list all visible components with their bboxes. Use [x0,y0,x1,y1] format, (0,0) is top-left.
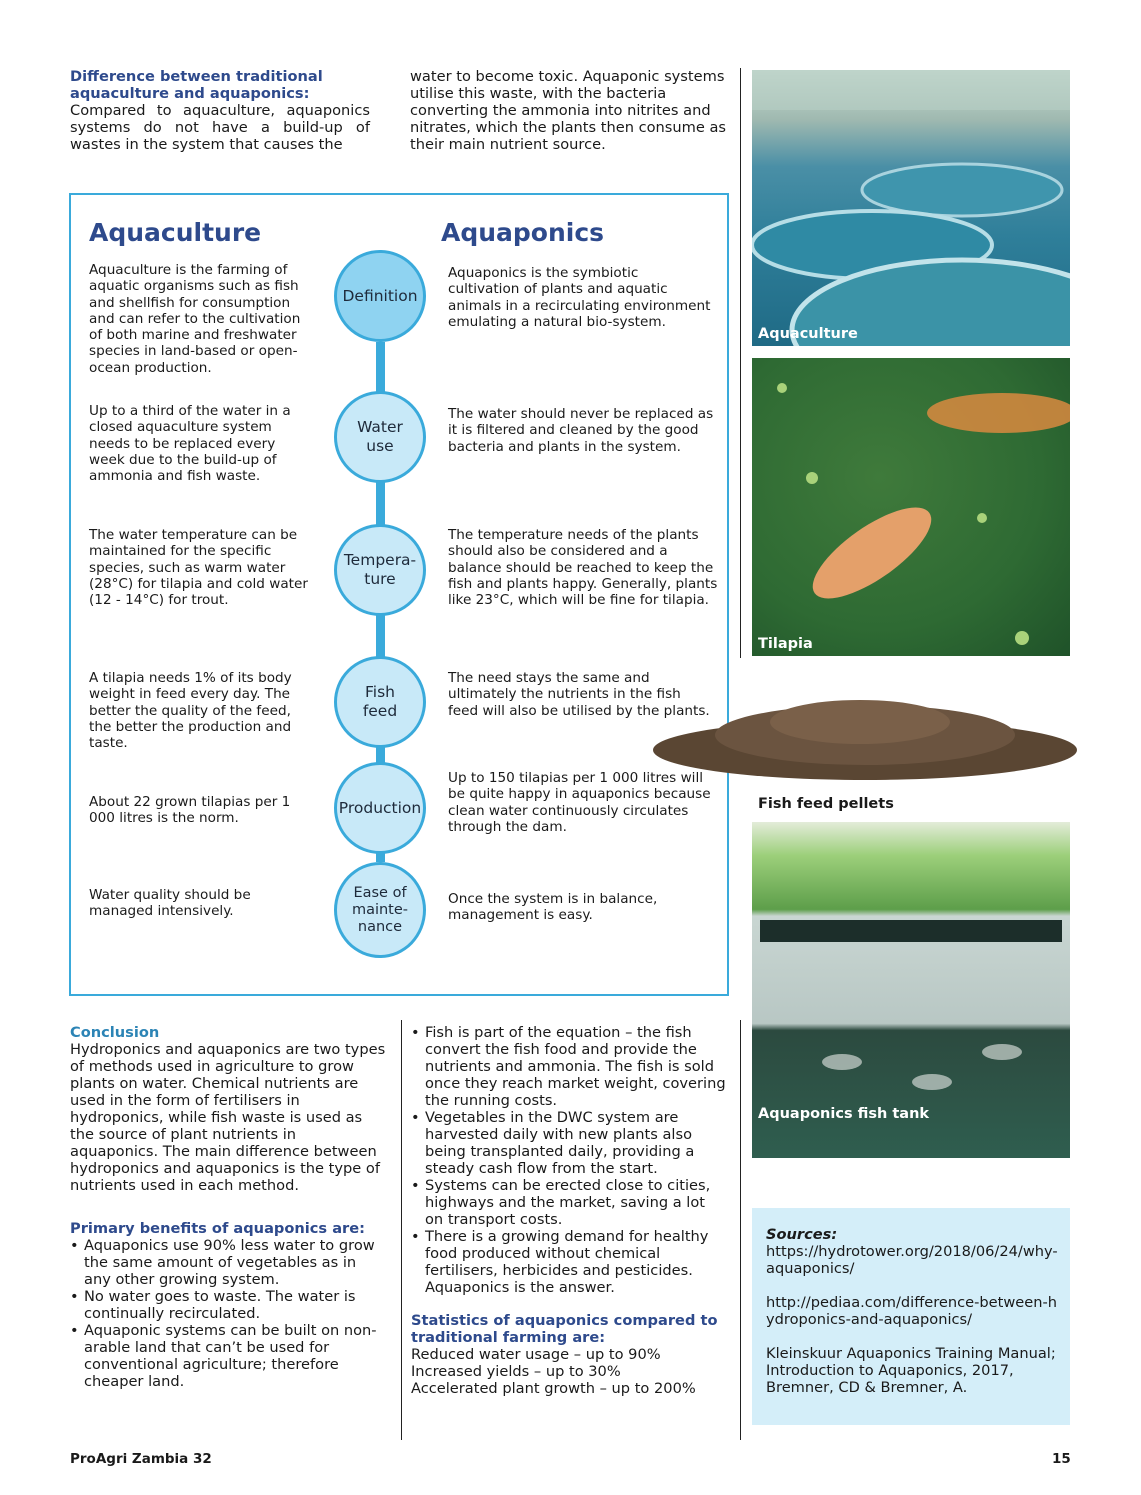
intro-heading: Difference between traditional aquaculture and aquaponics: [70,68,323,102]
source-link[interactable]: https://hydrotower.org/2018/06/24/why-aquaponics/ [766,1243,1058,1277]
source-reference: Kleinskuur Aquaponics Training Manual; Introduction to Aquaponics, 2017, Bremner, CD & Bremner, A. [766,1345,1056,1396]
temperature-aquaponics-text: The temperature needs of the plants should also be considered and a balance should be reached to keep the fish and plants happy. Generally, plants like 23°C, which will be fine for tilapia. [448,527,718,609]
fish-tanks-illustration [752,70,1070,346]
water-use-circle [334,391,426,483]
conclusion-text: Hydroponics and aquaponics are two types of methods used in agriculture to grow plants on water. Chemical nutrients are used in the form of fertilisers in hydroponics, while fish waste is used as the source of plant nutrients in aquaponics. The main difference between hydroponics and aquaponics is the type of nutrients used in each method. [70,1041,386,1194]
benefits-heading: Primary benefits of aquaponics are: [70,1220,365,1237]
fish-feed-pellets-image [650,690,1080,785]
fish-feed-circle [334,656,426,748]
statistics-heading: Statistics of aquaponics compared to traditional farming are: [411,1312,718,1346]
aquaculture-title: Aquaculture [89,218,262,247]
tilapia-caption: Tilapia [758,636,813,652]
definition-circle [334,250,426,342]
aquaculture-photo [752,70,1070,346]
statistics-line: Accelerated plant growth – up to 200% [411,1380,696,1397]
tilapia-illustration [752,358,1070,656]
definition-aquaculture-text: Aquaculture is the farming of aquatic organisms such as fish and shellfish for consumption and can refer to the cultivation of both marine and freshwater species in land-based or open-ocean production. [89,262,301,376]
list-item: • Systems can be erected close to cities, highways and the market, saving a lot on transport costs. [411,1177,727,1228]
fish-feed-label: Fish feed [362,683,398,720]
fish-feed-aquaculture-text: A tilapia needs 1% of its body weight in feed every day. The better the quality of the feed, the better the production and taste. [89,670,292,752]
maintenance-aquaponics-text: Once the system is in balance, management is easy. [448,891,658,924]
aquaponics-title: Aquaponics [441,218,605,247]
pellets-illustration [650,690,1080,785]
temperature-label: Tempera- ture [343,551,417,588]
temperature-circle [334,524,426,616]
conclusion-heading: Conclusion [70,1024,160,1041]
source-link[interactable]: http://pediaa.com/difference-between-hydroponics-and-aquaponics/ [766,1294,1058,1328]
intro-column-1 [70,68,370,153]
aquaculture-caption: Aquaculture [758,326,858,342]
benefits-list-part-1 [70,1237,386,1390]
fish-tank-photo [752,822,1070,1158]
conclusion-section [70,1024,386,1390]
column-divider-bottom [740,1020,741,1440]
temperature-aquaculture-text: The water temperature can be maintained for the specific species, such as warm water (28°C) for tilapia and cold water (12 - 14°C) for trout. [89,527,308,609]
fish-tank-caption: Aquaponics fish tank [758,1106,930,1122]
list-item: • No water goes to waste. The water is continually recirculated. [70,1288,386,1322]
statistics-line: Increased yields – up to 30% [411,1363,621,1380]
intro-text-1: Compared to aquaculture, aquaponics systems do not have a build-up of wastes in the system that causes the [70,102,370,153]
intro-column-2 [410,68,728,153]
water-use-aquaponics-text: The water should never be replaced as it is filtered and cleaned by the good bacteria and plants in the system. [448,406,714,455]
production-circle [334,762,426,854]
pellets-caption: Fish feed pellets [758,796,894,812]
tilapia-photo [752,358,1070,656]
maintenance-label: Ease of mainte- nance [351,884,409,935]
sources-heading: Sources: [766,1226,838,1243]
benefits-list-part-2 [411,1024,727,1296]
list-item: • Fish is part of the equation – the fish convert the fish food and provide the nutrients and ammonia. The fish is sold once they reach market weight, covering the running costs. [411,1024,727,1109]
sources-box [752,1208,1070,1425]
intro-text-2: water to become toxic. Aquaponic systems utilise this waste, with the bacteria converting the ammonia into nitrites and nitrates, which the plants then consume as their main nutrient source. [410,68,727,153]
production-aquaponics-text: Up to 150 tilapias per 1 000 litres will be quite happy in aquaponics because clean water continuously circulates through the dam. [448,770,711,835]
definition-label: Definition [342,286,418,305]
list-item: • Aquaponics use 90% less water to grow the same amount of vegetables as in any other growing system. [70,1237,386,1288]
column-divider-mid [401,1020,402,1440]
statistics-line: Reduced water usage – up to 90% [411,1346,661,1363]
production-aquaculture-text: About 22 grown tilapias per 1 000 litres is the norm. [89,794,291,827]
maintenance-circle [334,862,426,958]
page-number: 15 [1052,1451,1071,1467]
production-label: Production [338,798,422,817]
publication-footer: ProAgri Zambia 32 [70,1451,212,1467]
benefits-column-2 [411,1024,727,1397]
maintenance-aquaculture-text: Water quality should be managed intensively. [89,887,251,920]
column-divider-top [740,68,741,658]
fish-feed-aquaponics-text: The need stays the same and ultimately the nutrients in the fish feed will also be utilised by the plants. [448,670,710,719]
water-use-aquaculture-text: Up to a third of the water in a closed aquaculture system needs to be replaced every week due to the build-up of ammonia and fish waste. [89,403,291,485]
list-item: • Vegetables in the DWC system are harvested daily with new plants also being transplanted daily, providing a steady cash flow from the start. [411,1109,727,1177]
definition-aquaponics-text: Aquaponics is the symbiotic cultivation of plants and aquatic animals in a recirculating environment emulating a natural bio-system. [448,265,711,330]
list-item: • There is a growing demand for healthy food produced without chemical fertilisers, herbicides and pesticides. Aquaponics is the answer. [411,1228,727,1296]
water-use-label: Water use [357,418,403,455]
list-item: • Aquaponic systems can be built on non-arable land that can’t be used for conventional agriculture; therefore cheaper land. [70,1322,386,1390]
